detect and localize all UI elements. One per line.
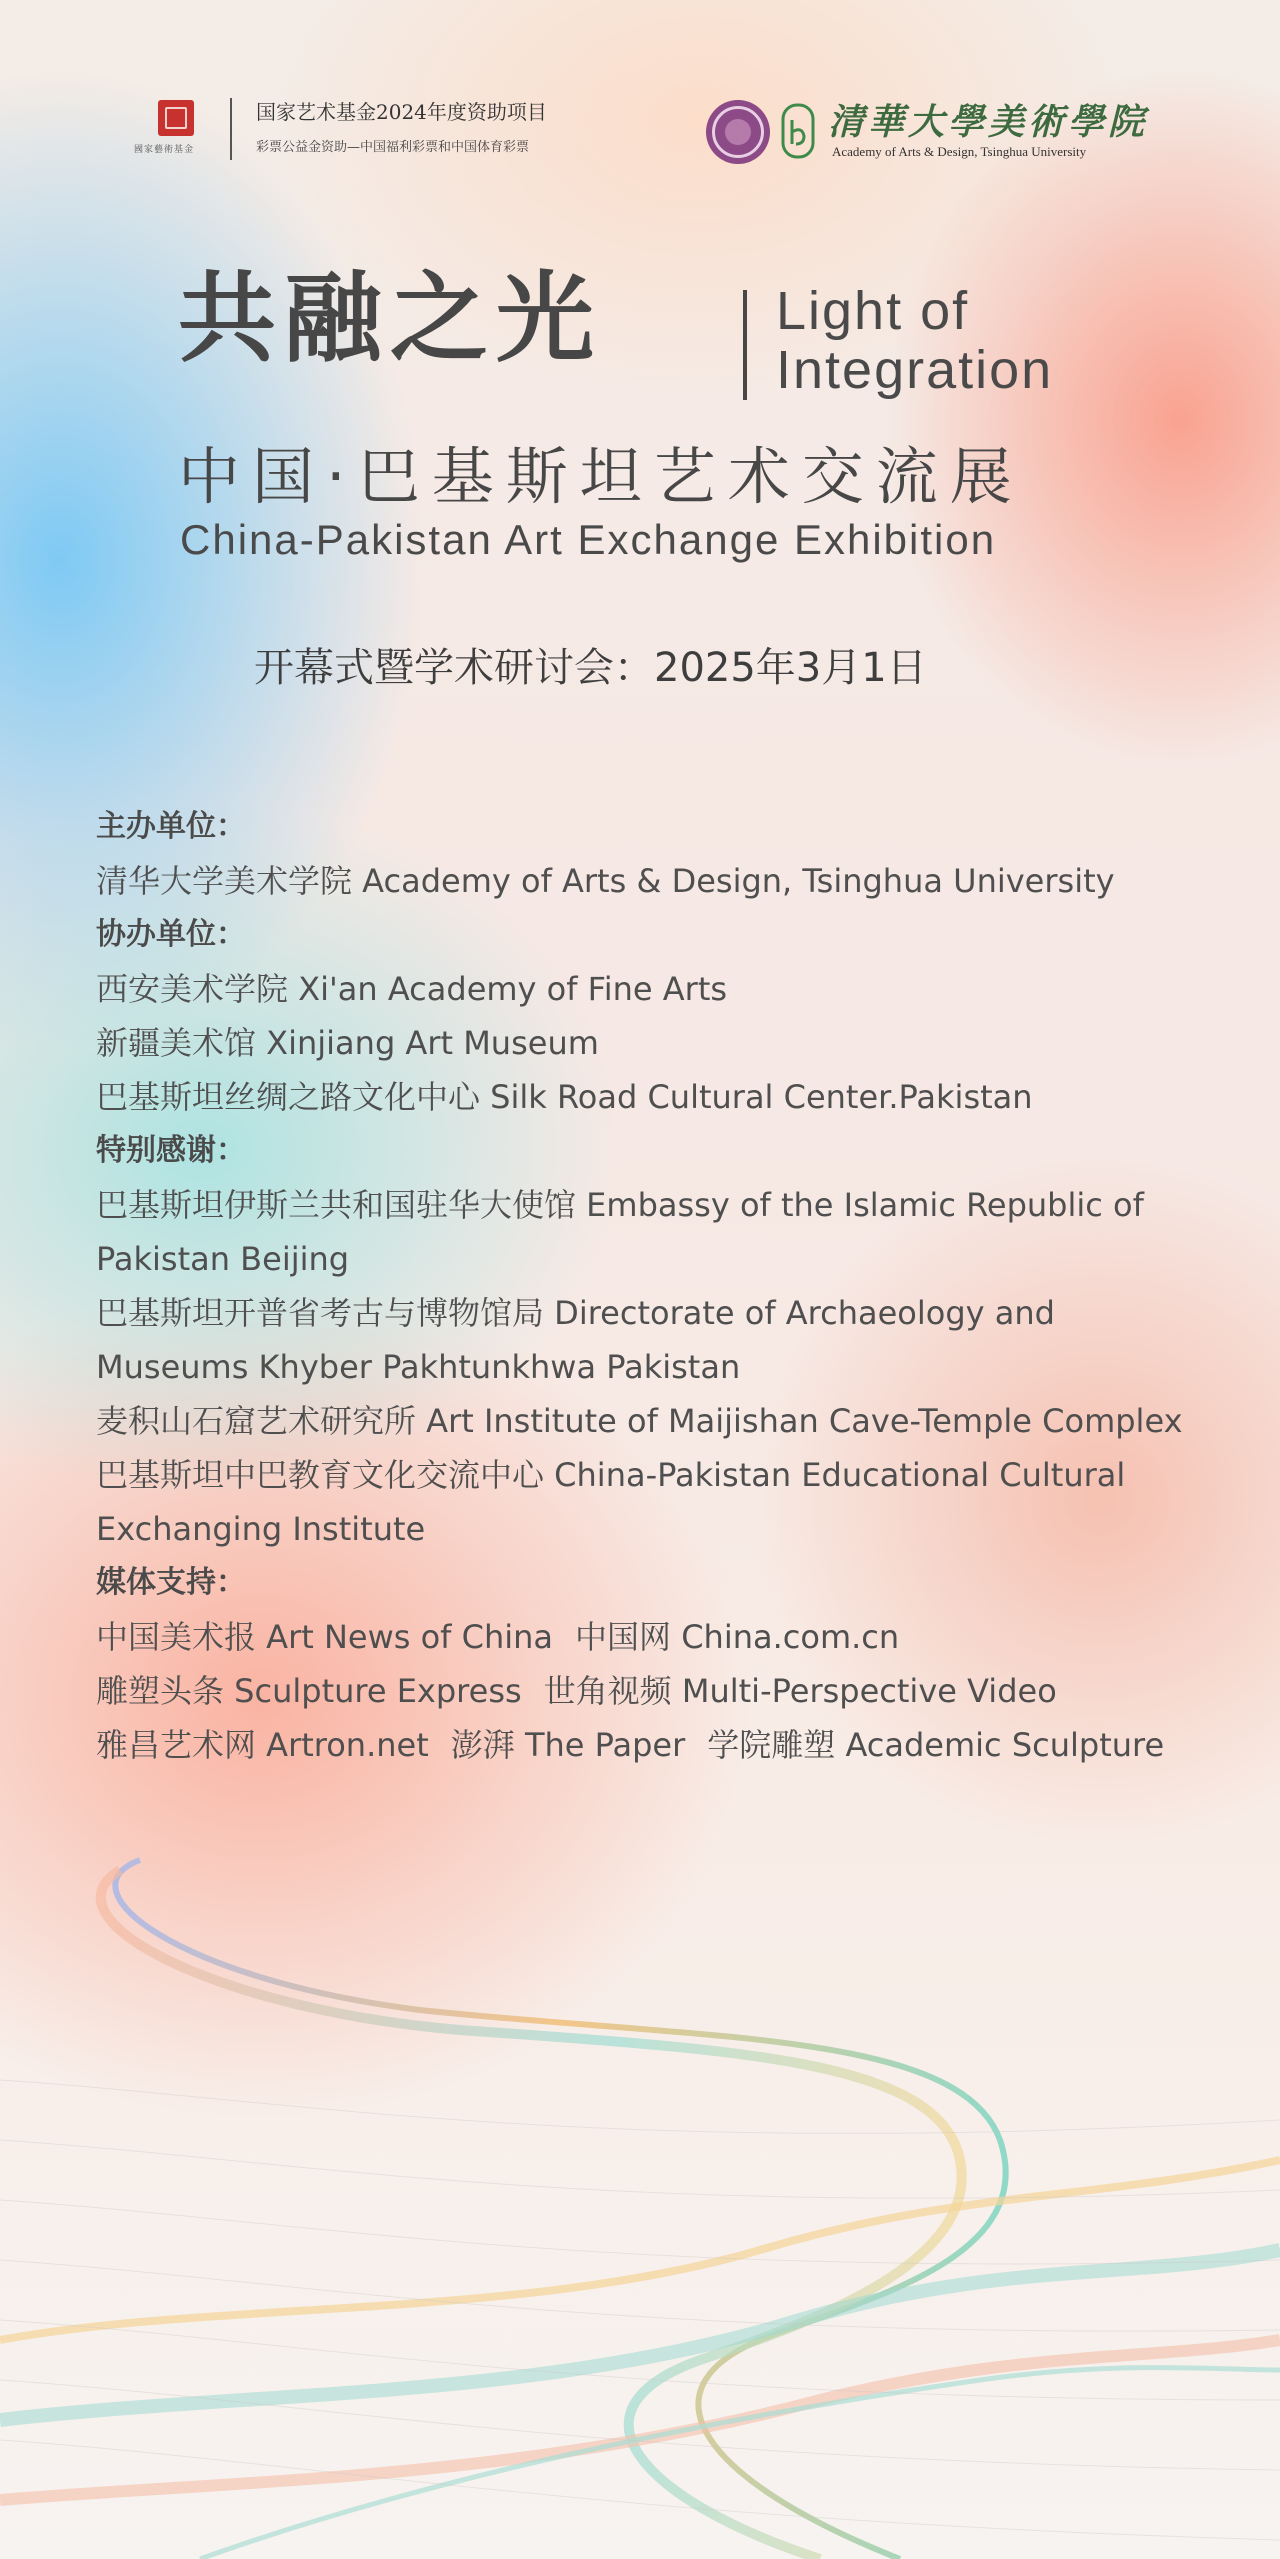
special-thanks-item: 巴基斯坦中巴教育文化交流中心 China-Pakistan Educational Cultural Exchanging Institute: [96, 1456, 1126, 1548]
special-thanks-label: 特别感谢：: [96, 1133, 246, 1168]
academy-name-cn: 清華大學美術學院: [828, 101, 1149, 143]
media-row: [96, 1610, 1216, 1664]
title-en-line2: Integration: [776, 340, 1054, 401]
exhibition-title-en: [776, 282, 1116, 401]
media-item: 中国美术报 Art News of China: [96, 1618, 554, 1656]
media-row: [96, 1664, 1216, 1718]
media-label: 媒体支持：: [96, 1565, 246, 1600]
co-organizers-label: 协办单位：: [96, 917, 246, 952]
title-en-line1: Light of: [776, 281, 970, 341]
exhibition-subtitle-en: China-Pakistan Art Exchange Exhibition: [180, 516, 997, 563]
exhibition-subtitle-cn: 中国·巴基斯坦艺术交流展: [178, 440, 1024, 513]
credits-section: [96, 800, 1216, 1772]
media-item: 雕塑头条 Sculpture Express: [96, 1672, 522, 1710]
media-item: 澎湃 The Paper: [450, 1726, 686, 1764]
opening-date: 开幕式暨学术研讨会：2025年3月1日: [254, 645, 927, 691]
national-arts-fund-seal-icon: [158, 100, 194, 136]
special-thanks-item: 麦积山石窟艺术研究所 Art Institute of Maijishan Cave-Temple Complex: [96, 1402, 1183, 1440]
media-row: [96, 1718, 1216, 1772]
special-thanks-item: 巴基斯坦伊斯兰共和国驻华大使馆 Embassy of the Islamic Republic of Pakistan Beijing: [96, 1186, 1144, 1278]
fund-title: 国家艺术基金2024年度资助项目: [256, 100, 547, 124]
organizer-label: 主办单位：: [96, 809, 246, 844]
header-divider: [230, 98, 232, 160]
academy-name-en: Academy of Arts & Design, Tsinghua University: [832, 144, 1087, 159]
media-item: 雅昌艺术网 Artron.net: [96, 1726, 429, 1764]
exhibition-title-cn: 共融之光: [178, 262, 603, 376]
fund-logo-caption: 國家藝術基金: [134, 145, 195, 155]
special-thanks-item: 巴基斯坦开普省考古与博物馆局 Directorate of Archaeology and Museums Khyber Pakhtunkhwa Pakistan: [96, 1294, 1055, 1386]
academy-mark-icon: [780, 102, 816, 160]
fund-subtitle: 彩票公益金资助—中国福利彩票和中国体育彩票: [256, 140, 530, 155]
title-divider: [743, 290, 747, 400]
co-organizer-item: 新疆美术馆 Xinjiang Art Museum: [96, 1024, 599, 1062]
header-logos: [130, 92, 1150, 172]
organizer-item: 清华大学美术学院 Academy of Arts & Design, Tsinghua University: [96, 862, 1115, 900]
media-item: 学院雕塑 Academic Sculpture: [707, 1726, 1165, 1764]
tsinghua-emblem-icon: [706, 100, 770, 164]
decorative-ribbons: [0, 1780, 1280, 2559]
media-item: 中国网 China.com.cn: [575, 1618, 900, 1656]
co-organizer-item: 西安美术学院 Xi'an Academy of Fine Arts: [96, 970, 728, 1008]
media-item: 世角视频 Multi-Perspective Video: [543, 1672, 1057, 1710]
co-organizer-item: 巴基斯坦丝绸之路文化中心 Silk Road Cultural Center.Pakistan: [96, 1078, 1033, 1116]
